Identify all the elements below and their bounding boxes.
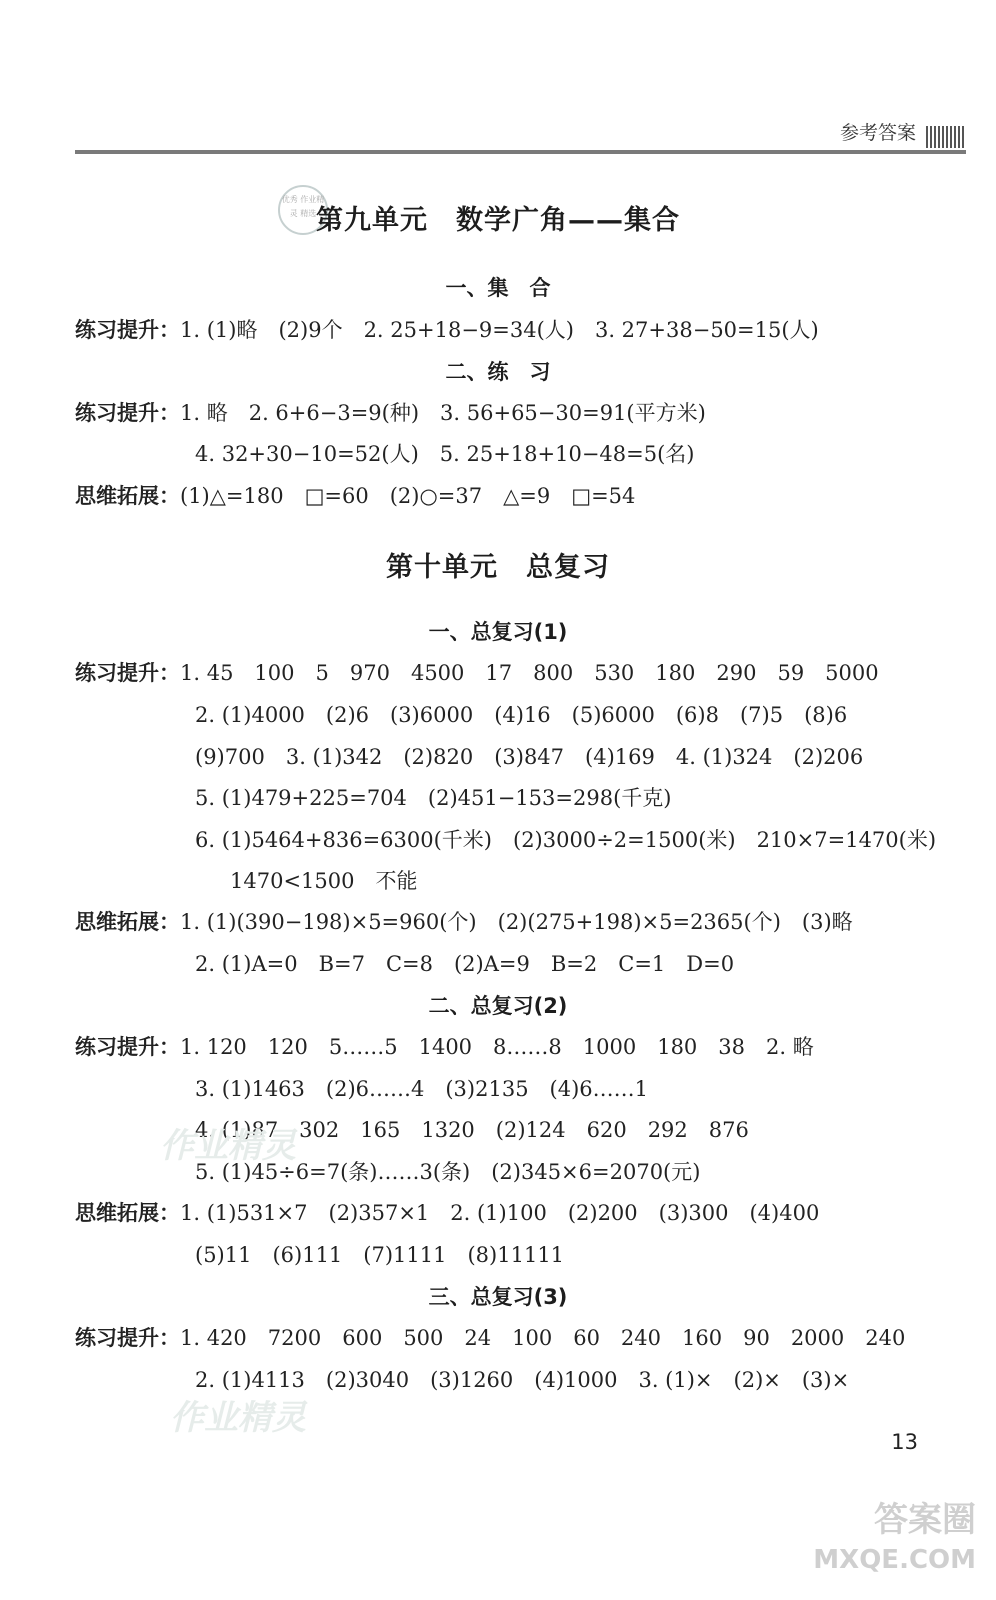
watermark: 作业精灵 [160, 1126, 296, 1166]
line-text: 1. 420 7200 600 500 24 100 60 240 160 90 2000 240 [180, 1326, 906, 1350]
answer-line: 2. (1)A=0 B=7 C=8 (2)A=9 B=2 C=1 D=0 [195, 952, 735, 976]
unit9-sec2-title: 二、练 习 [445, 360, 551, 384]
answer-line [75, 1322, 905, 1352]
page-number: 13 [891, 1430, 918, 1454]
line-label: 练习提升： [75, 1326, 180, 1350]
answer-line: 5. (1)45÷6=7(条)……3(条) (2)345×6=2070(元) [195, 1160, 701, 1184]
stamp-seal: 优秀 作业精灵 精选 [278, 185, 328, 235]
answer-line [75, 1197, 819, 1227]
answer-line: 2. (1)4000 (2)6 (3)6000 (4)16 (5)6000 (6)8 (7)5 (8)6 [195, 703, 848, 727]
line-label: 练习提升： [75, 318, 180, 342]
unit9-sec1-title: 一、集 合 [445, 276, 551, 300]
watermark: 作业精灵 [170, 1398, 306, 1438]
answer-line: (5)11 (6)111 (7)1111 (8)11111 [195, 1243, 565, 1267]
corner-logo [813, 1500, 976, 1580]
answer-line [75, 314, 819, 344]
line-label: 练习提升： [75, 401, 180, 425]
answer-line [75, 906, 853, 936]
unit9-title: 第九单元 数学广角——集合 [316, 205, 680, 236]
answer-line: 4. (1)87 302 165 1320 (2)124 620 292 876 [195, 1118, 749, 1142]
answer-line: 2. (1)4113 (2)3040 (3)1260 (4)1000 3. (1)× (2)× (3)× [195, 1368, 850, 1392]
line-label: 思维拓展： [75, 910, 180, 934]
header-label: 参考答案 [839, 122, 916, 144]
line-text: 1. (1)略 (2)9个 2. 25+18−9=34(人) 3. 27+38−50=15(人) [180, 318, 819, 342]
unit10-sec1-title: 一、总复习(1) [428, 620, 568, 644]
answer-line: 4. 32+30−10=52(人) 5. 25+18+10−48=5(名) [195, 442, 695, 466]
line-label: 思维拓展： [75, 484, 180, 508]
line-label: 练习提升： [75, 1035, 180, 1059]
answer-line: 3. (1)1463 (2)6……4 (3)2135 (4)6……1 [195, 1077, 649, 1101]
answer-line: 5. (1)479+225=704 (2)451−153=298(千克) [195, 786, 672, 810]
corner-logo-line2: MXQE.COM [813, 1545, 976, 1575]
answer-line [75, 657, 879, 687]
line-text: 1. (1)(390−198)×5=960(个) (2)(275+198)×5=2365(个) (3)略 [180, 910, 853, 934]
answer-line [75, 397, 706, 427]
answer-line [75, 1031, 814, 1061]
line-text: 1. 45 100 5 970 4500 17 800 530 180 290 59 5000 [180, 661, 879, 685]
line-label: 练习提升： [75, 661, 180, 685]
line-text: 1. 略 2. 6+6−3=9(种) 3. 56+65−30=91(平方米) [180, 401, 706, 425]
line-text: (1)△=180 □=60 (2)○=37 △=9 □=54 [180, 484, 636, 508]
header-rule [75, 150, 966, 154]
answer-line: 6. (1)5464+836=6300(千米) (2)3000÷2=1500(米) 210×7=1470(米) [195, 828, 937, 852]
answer-line [75, 480, 635, 510]
line-text: 1. (1)531×7 (2)357×1 2. (1)100 (2)200 (3)300 (4)400 [180, 1201, 820, 1225]
header-bars-decoration [926, 126, 966, 148]
answer-line: (9)700 3. (1)342 (2)820 (3)847 (4)169 4. (1)324 (2)206 [195, 745, 864, 769]
answer-line: 1470<1500 不能 [230, 869, 418, 893]
unit10-sec2-title: 二、总复习(2) [428, 994, 568, 1018]
line-text: 1. 120 120 5……5 1400 8……8 1000 180 38 2. 略 [180, 1035, 814, 1059]
unit10-title: 第十单元 总复习 [386, 552, 610, 583]
unit10-sec3-title: 三、总复习(3) [428, 1285, 568, 1309]
line-label: 思维拓展： [75, 1201, 180, 1225]
corner-logo-line1: 答案圈 [874, 1500, 976, 1540]
